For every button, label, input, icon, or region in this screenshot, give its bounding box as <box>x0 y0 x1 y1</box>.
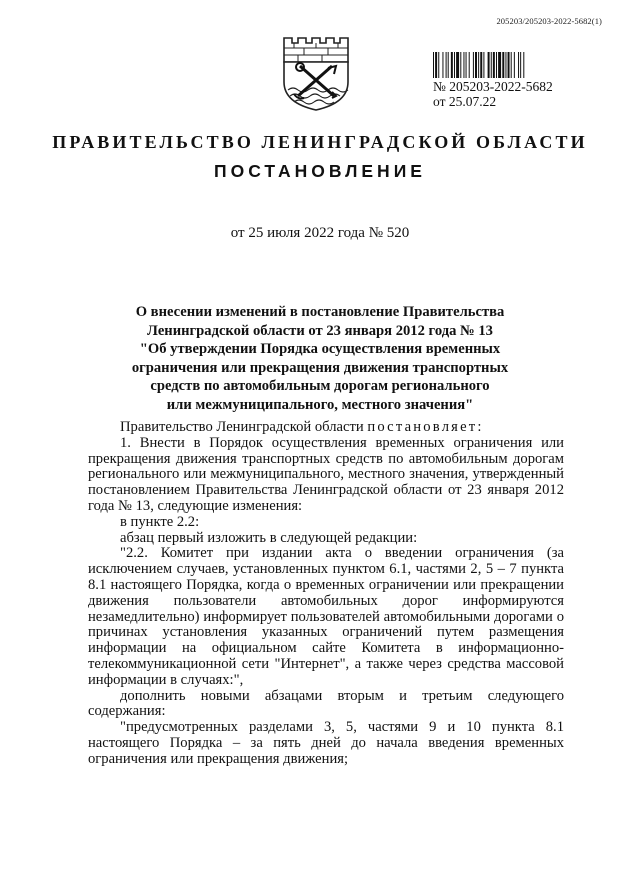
paragraph: в пункте 2.2: <box>120 513 200 530</box>
document-date: от 25 июля 2022 года № 520 <box>230 225 410 241</box>
heading-line: Ленинградской области от 23 января 2012 года № 13 <box>147 322 493 339</box>
barcode-bar <box>460 52 461 78</box>
barcode-bar <box>523 52 524 78</box>
barcode-bar <box>456 52 459 78</box>
registration-date: от 25.07.22 <box>433 94 497 109</box>
paragraph: "2.2. Комитет при издании акта о введении ограничения (за исключением случаев, установленных пунктом 6.1, частями 2, 5 – 7 пункта 8.1 настоящего Порядка, когда о временных ограничении или прекращении движения пользователи автомобильных дорог информируются незамедлительно) информирует пользователей автомобильными дорогами о причинах установления указанных ограничений путем размещения информации на официальном сайте Комитета в информационно-телекоммуникационной сети "Интернет", а также через средства массовой информации в случаях:", <box>88 545 564 688</box>
barcode-bar <box>505 52 506 78</box>
registration-number: № 205203-2022-5682 <box>433 79 553 94</box>
barcode-bar <box>463 52 464 78</box>
paragraph: дополнить новыми абзацами вторым и третьим следующего содержания: <box>88 687 564 720</box>
paragraph: "предусмотренных разделами 3, 5, частями 9 и 10 пункта 8.1 настоящего Порядка – за пять дней до начала введения временных ограничения или прекращения движения; <box>88 719 564 767</box>
barcode-bar <box>433 52 434 78</box>
barcode-bar <box>502 52 504 78</box>
heading-line: ограничения или прекращения движения транспортных <box>131 359 509 376</box>
barcode-bar <box>475 52 477 78</box>
barcode-bar <box>454 52 455 78</box>
barcode-bar <box>446 52 447 78</box>
barcode-bar <box>438 52 439 78</box>
barcode-bar <box>448 52 449 78</box>
barcode-bar <box>498 52 501 78</box>
resolution-heading <box>90 303 550 415</box>
barcode-bar <box>511 52 512 78</box>
barcode-bar <box>514 52 515 78</box>
preamble-text: Правительство Ленинградской области <box>120 419 368 435</box>
coat-of-arms-icon <box>278 32 354 112</box>
barcode-bar <box>496 52 497 78</box>
resolution-preamble <box>88 420 564 436</box>
barcode-bar <box>518 52 519 78</box>
document-code: 205203/205203-2022-5682(1) <box>496 16 602 26</box>
barcode-bar <box>508 52 510 78</box>
barcode-bar <box>473 52 474 78</box>
barcode-bar <box>469 52 470 78</box>
barcode-bar <box>493 52 495 78</box>
barcode-bar <box>478 52 479 78</box>
heading-line: О внесении изменений в постановление Правительства <box>135 304 505 320</box>
barcode-bar <box>442 52 443 78</box>
heading-line: или межмуниципального, местного значения" <box>166 396 474 413</box>
document-type: ПОСТАНОВЛЕНИЕ <box>214 161 426 181</box>
barcode-bar <box>491 52 492 78</box>
barcode <box>433 52 591 78</box>
preamble-verb: постановляет: <box>367 419 484 435</box>
barcode-bar <box>466 52 467 78</box>
heading-line: средств по автомобильным дорогам регионального <box>150 378 490 395</box>
document-body <box>88 420 564 768</box>
government-title: ПРАВИТЕЛЬСТВО ЛЕНИНГРАДСКОЙ ОБЛАСТИ <box>52 132 588 152</box>
barcode-bar <box>435 52 437 78</box>
barcode-bar <box>488 52 490 78</box>
paragraph: абзац первый изложить в следующей редакции: <box>120 529 418 546</box>
paragraph: 1. Внести в Порядок осуществления временных ограничения или прекращения движения транспортных средств по автомобильным дорогам регионального или межмуниципального, местного значения, утвержденный постановлением Правительства Ленинградской области от 23 января 2012 года № 13, следующие изменения: <box>88 434 564 514</box>
barcode-bar <box>480 52 482 78</box>
barcode-bar <box>483 52 484 78</box>
heading-line: "Об утверждении Порядка осуществления временных <box>139 341 501 358</box>
barcode-bar <box>451 52 453 78</box>
barcode-bar <box>520 52 521 78</box>
